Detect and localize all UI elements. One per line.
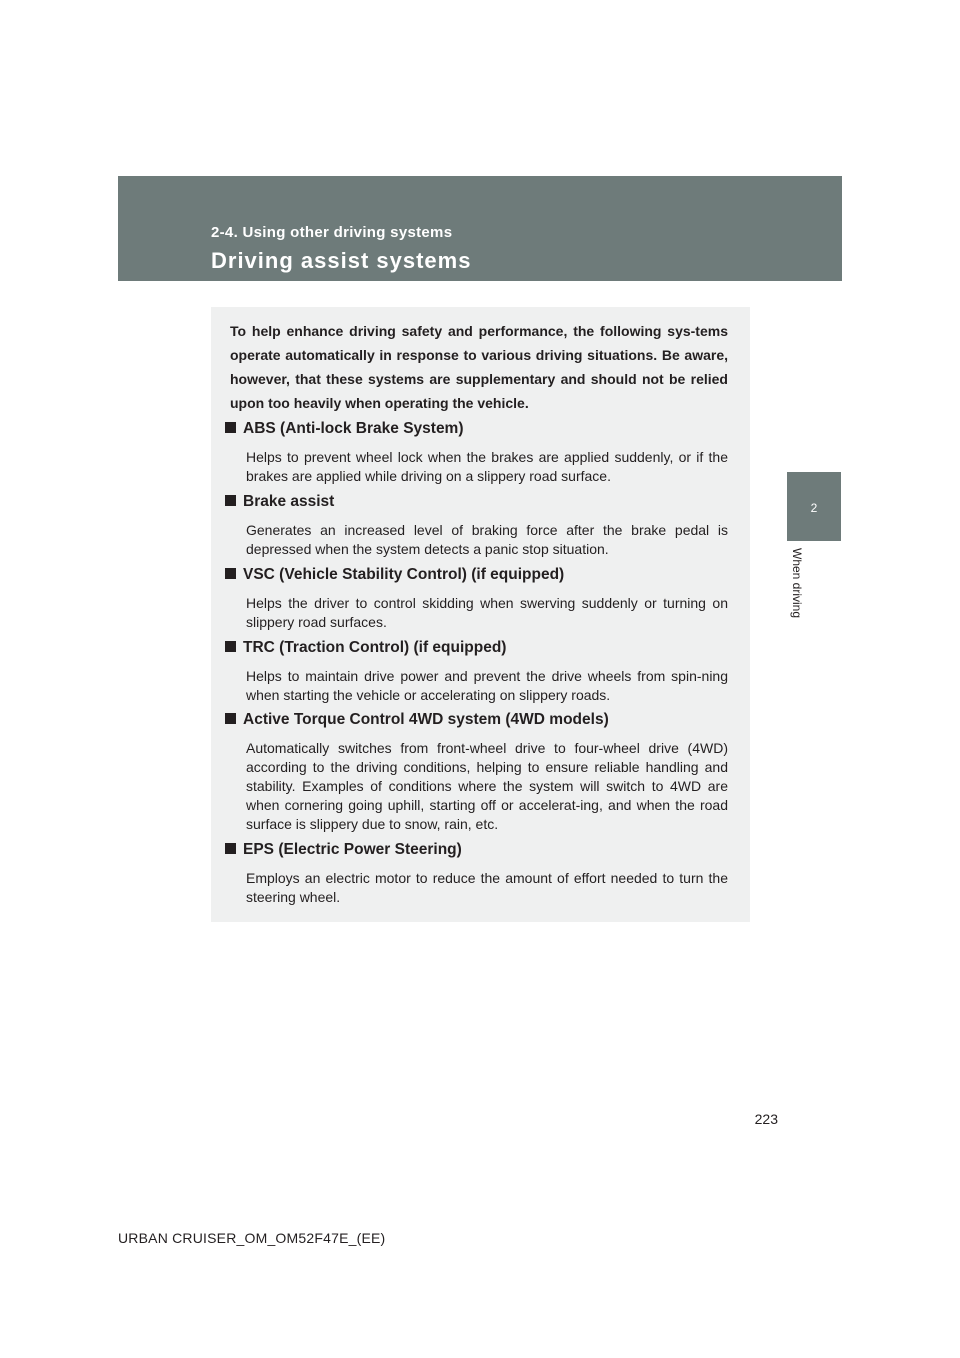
item-heading-text: TRC (Traction Control) (if equipped) xyxy=(243,639,507,656)
item-heading-text: EPS (Electric Power Steering) xyxy=(243,841,462,858)
item-description: Automatically switches from front-wheel drive to four-wheel drive (4WD) according to the driving conditions, helping to ensure reliable handling and stability. Examples of conditions where the system will switch to 4WD are when cornering going uphill, starting off or accelerat-ing, and when the road surface is slippery due to snow, rain, etc. xyxy=(246,740,728,832)
section-label: 2-4. Using other driving systems xyxy=(211,224,453,241)
item-description: Helps to maintain drive power and prevent the drive wheels from spin-ning when starting the vehicle or accelerating on slippery roads. xyxy=(246,668,728,703)
item-vsc xyxy=(225,565,730,632)
item-trc xyxy=(225,638,730,705)
item-heading xyxy=(225,840,730,860)
page-title: Driving assist systems xyxy=(211,248,472,273)
item-abs xyxy=(225,419,730,486)
header-band xyxy=(118,176,842,281)
item-heading xyxy=(225,419,730,439)
page-number: 223 xyxy=(754,1111,778,1127)
item-heading-text: VSC (Vehicle Stability Control) (if equipped) xyxy=(243,566,565,583)
item-description: Generates an increased level of braking force after the brake pedal is depressed when the system detects a panic stop situation. xyxy=(246,522,728,557)
item-heading-text: Brake assist xyxy=(243,493,335,510)
square-bullet-icon xyxy=(225,495,236,506)
chapter-number: 2 xyxy=(810,501,818,515)
item-heading xyxy=(225,638,730,658)
chapter-label: When driving xyxy=(790,548,804,619)
item-description: Helps to prevent wheel lock when the brakes are applied suddenly, or if the brakes are applied while driving on a slippery road surface. xyxy=(246,449,728,484)
square-bullet-icon xyxy=(225,568,236,579)
item-heading xyxy=(225,565,730,585)
item-heading-text: Active Torque Control 4WD system (4WD models) xyxy=(243,711,609,728)
square-bullet-icon xyxy=(225,641,236,652)
content-box xyxy=(211,307,750,922)
item-brake-assist xyxy=(225,492,730,559)
item-description: Helps the driver to control skidding when swerving suddenly or turning on slippery road surfaces. xyxy=(246,595,728,630)
square-bullet-icon xyxy=(225,422,236,433)
item-description: Employs an electric motor to reduce the amount of effort needed to turn the steering wheel. xyxy=(246,870,728,905)
square-bullet-icon xyxy=(225,843,236,854)
item-heading xyxy=(225,492,730,512)
square-bullet-icon xyxy=(225,713,236,724)
item-active-torque-control xyxy=(225,710,730,834)
intro-text: To help enhance driving safety and performance, the following sys-tems operate automatically in response to various driving situations. Be aware, however, that these systems are supplementary and should not be relied upon too heavily when operating the vehicle. xyxy=(230,323,728,411)
chapter-tab[interactable] xyxy=(787,472,841,541)
item-eps xyxy=(225,840,730,907)
item-heading-text: ABS (Anti-lock Brake System) xyxy=(243,420,464,437)
document-code: URBAN CRUISER_OM_OM52F47E_(EE) xyxy=(118,1230,386,1246)
item-heading xyxy=(225,710,730,730)
